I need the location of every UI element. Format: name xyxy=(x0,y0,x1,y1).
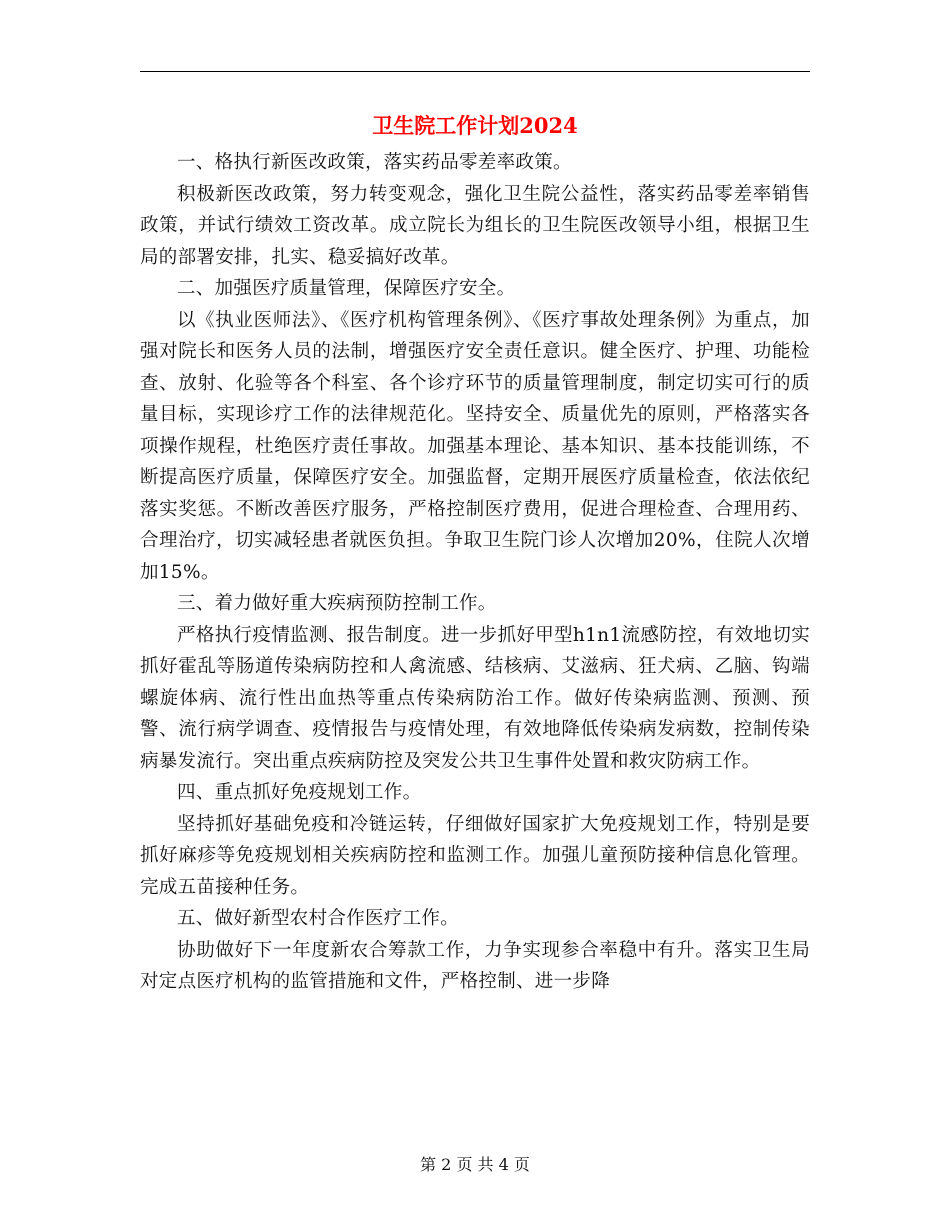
page-number-footer: 第 2 页 共 4 页 xyxy=(420,1155,530,1174)
document-title: 卫生院工作计划2024 xyxy=(372,113,578,138)
header-rule xyxy=(140,71,810,72)
paragraph: 以《执业医师法》、《医疗机构管理条例》、《医疗事故处理条例》为重点，加强对院长和医务人员的法制，增强医疗安全责任意识。健全医疗、护理、功能检查、放射、化验等各个科室、各个诊疗环节的质量管理制度，制定切实可行的质量目标，实现诊疗工作的法律规范化。坚持安全、质量优先的原则，严格落实各项操作规程，杜绝医疗责任事故。加强基本理论、基本知识、基本技能训练，不断提高医疗质量，保障医疗安全。加强监督，定期开展医疗质量检查，依法依纪落实奖惩。不断改善医疗服务，严格控制医疗费用，促进合理检查、合理用药、合理治疗，切实减轻患者就医负担。争取卫生院门诊人次增加20%，住院人次增加15%。 xyxy=(140,309,810,583)
paragraph: 坚持抓好基础免疫和冷链运转，仔细做好国家扩大免疫规划工作，特别是要抓好麻疹等免疫规划相关疾病防控和监测工作。加强儿童预防接种信息化管理。完成五苗接种任务。 xyxy=(140,813,810,898)
paragraph-heading-3: 三、着力做好重大疾病预防控制工作。 xyxy=(177,593,497,614)
paragraph-heading-2: 二、加强医疗质量管理，保障医疗安全。 xyxy=(177,278,516,299)
paragraph-heading-1: 一、格执行新医改政策，落实药品零差率政策。 xyxy=(177,152,572,173)
paragraph: 积极新医改政策，努力转变观念，强化卫生院公益性，落实药品零差率销售政策，并试行绩效工资改革。成立院长为组长的卫生院医改领导小组，根据卫生局的部署安排，扎实、稳妥搞好改革。 xyxy=(140,183,810,268)
paragraph: 协助做好下一年度新农合筹款工作，力争实现参合率稳中有升。落实卫生局对定点医疗机构的监管措施和文件，严格控制、进一步降 xyxy=(140,939,810,992)
paragraph-heading-4: 四、重点抓好免疫规划工作。 xyxy=(177,782,422,803)
paragraph: 严格执行疫情监测、报告制度。进一步抓好甲型h1n1流感防控，有效地切实抓好霍乱等肠道传染病防控和人禽流感、结核病、艾滋病、狂犬病、乙脑、钩端螺旋体病、流行性出血热等重点传染病防治工作。做好传染病监测、预测、预警、流行病学调查、疫情报告与疫情处理，有效地降低传染病发病数，控制传染病暴发流行。突出重点疾病防控及突发公共卫生事件处置和救灾防病工作。 xyxy=(140,624,810,772)
paragraph-heading-5: 五、做好新型农村合作医疗工作。 xyxy=(177,908,460,929)
document-body xyxy=(140,147,810,998)
